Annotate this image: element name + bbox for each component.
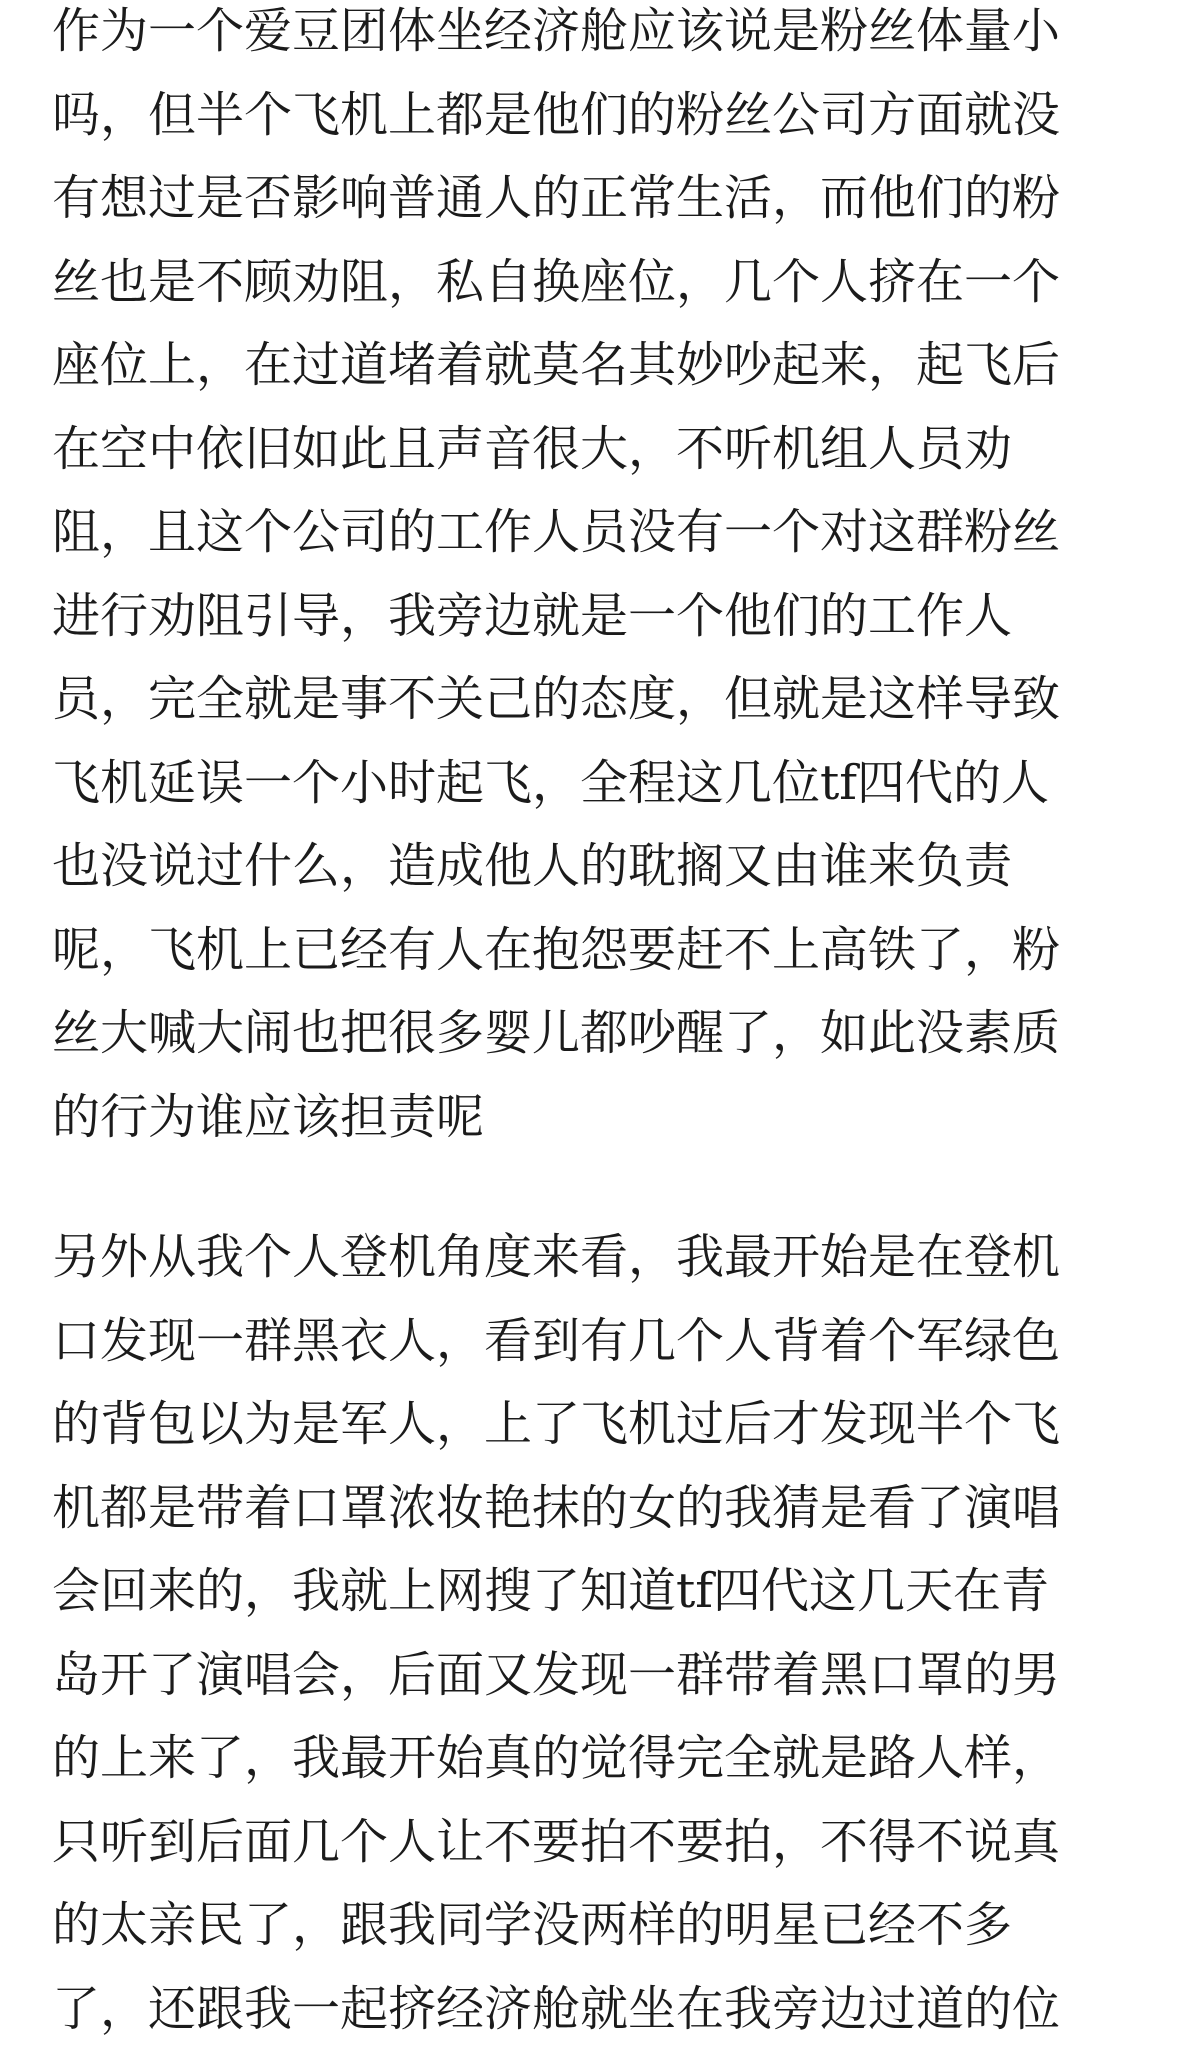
paragraph-line: 会回来的，我就上网搜了知道tf四代这几天在青 (52, 1563, 1050, 1619)
paragraph-line: 的太亲民了，跟我同学没两样的明星已经不多 (52, 1897, 1013, 1953)
paragraph-line: 丝也是不顾劝阻，私自换座位，几个人挤在一个 (52, 253, 1061, 310)
paragraph-line: 机都是带着口罩浓妆艳抹的女的我猜是看了演唱 (52, 1479, 1061, 1536)
paragraph-line: 阻，且这个公司的工作人员没有一个对这群粉丝 (52, 504, 1061, 560)
paragraph-line: 只听到后面几个人让不要拍不要拍，不得不说真 (52, 1813, 1061, 1870)
paragraph-line: 呢，飞机上已经有人在抱怨要赶不上高铁了，粉 (52, 921, 1061, 978)
paragraph-line: 有想过是否影响普通人的正常生活，而他们的粉 (52, 170, 1061, 226)
paragraph-1 (52, 0, 1152, 1159)
paragraph-line: 岛开了演唱会，后面又发现一群带着黑口罩的男 (52, 1646, 1061, 1703)
paragraph-line: 在空中依旧如此且声音很大，不听机组人员劝 (52, 420, 1013, 477)
paragraph-line: 另外从我个人登机角度来看，我最开始是在登机 (52, 1229, 1061, 1285)
paragraph-line: 的上来了，我最开始真的觉得完全就是路人样， (52, 1730, 1061, 1786)
paragraph-line: 飞机延误一个小时起飞，全程这几位tf四代的人 (52, 754, 1050, 811)
paragraph-line: 的行为谁应该担责呢 (52, 1088, 485, 1145)
paragraph-line: 吗，但半个飞机上都是他们的粉丝公司方面就没 (52, 86, 1061, 143)
paragraph-line: 的背包以为是军人，上了飞机过后才发现半个飞 (52, 1396, 1061, 1452)
paragraph-line: 也没说过什么，造成他人的耽搁又由谁来负责 (52, 838, 1013, 894)
paragraph-line: 座位上，在过道堵着就莫名其妙吵起来，起飞后 (52, 337, 1061, 393)
paragraph-2 (52, 1216, 1152, 2050)
paragraph-line: 口发现一群黑衣人，看到有几个人背着个军绿色 (52, 1312, 1061, 1369)
paragraph-line: 了，还跟我一起挤经济舱就坐在我旁边过道的位 (52, 1980, 1061, 2037)
paragraph-line: 作为一个爱豆团体坐经济舱应该说是粉丝体量小 (52, 3, 1061, 59)
paragraph-line: 员，完全就是事不关己的态度，但就是这样导致 (52, 671, 1061, 727)
paragraph-line: 丝大喊大闹也把很多婴儿都吵醒了，如此没素质 (52, 1005, 1061, 1061)
paragraph-line: 进行劝阻引导，我旁边就是一个他们的工作人 (52, 587, 1013, 644)
